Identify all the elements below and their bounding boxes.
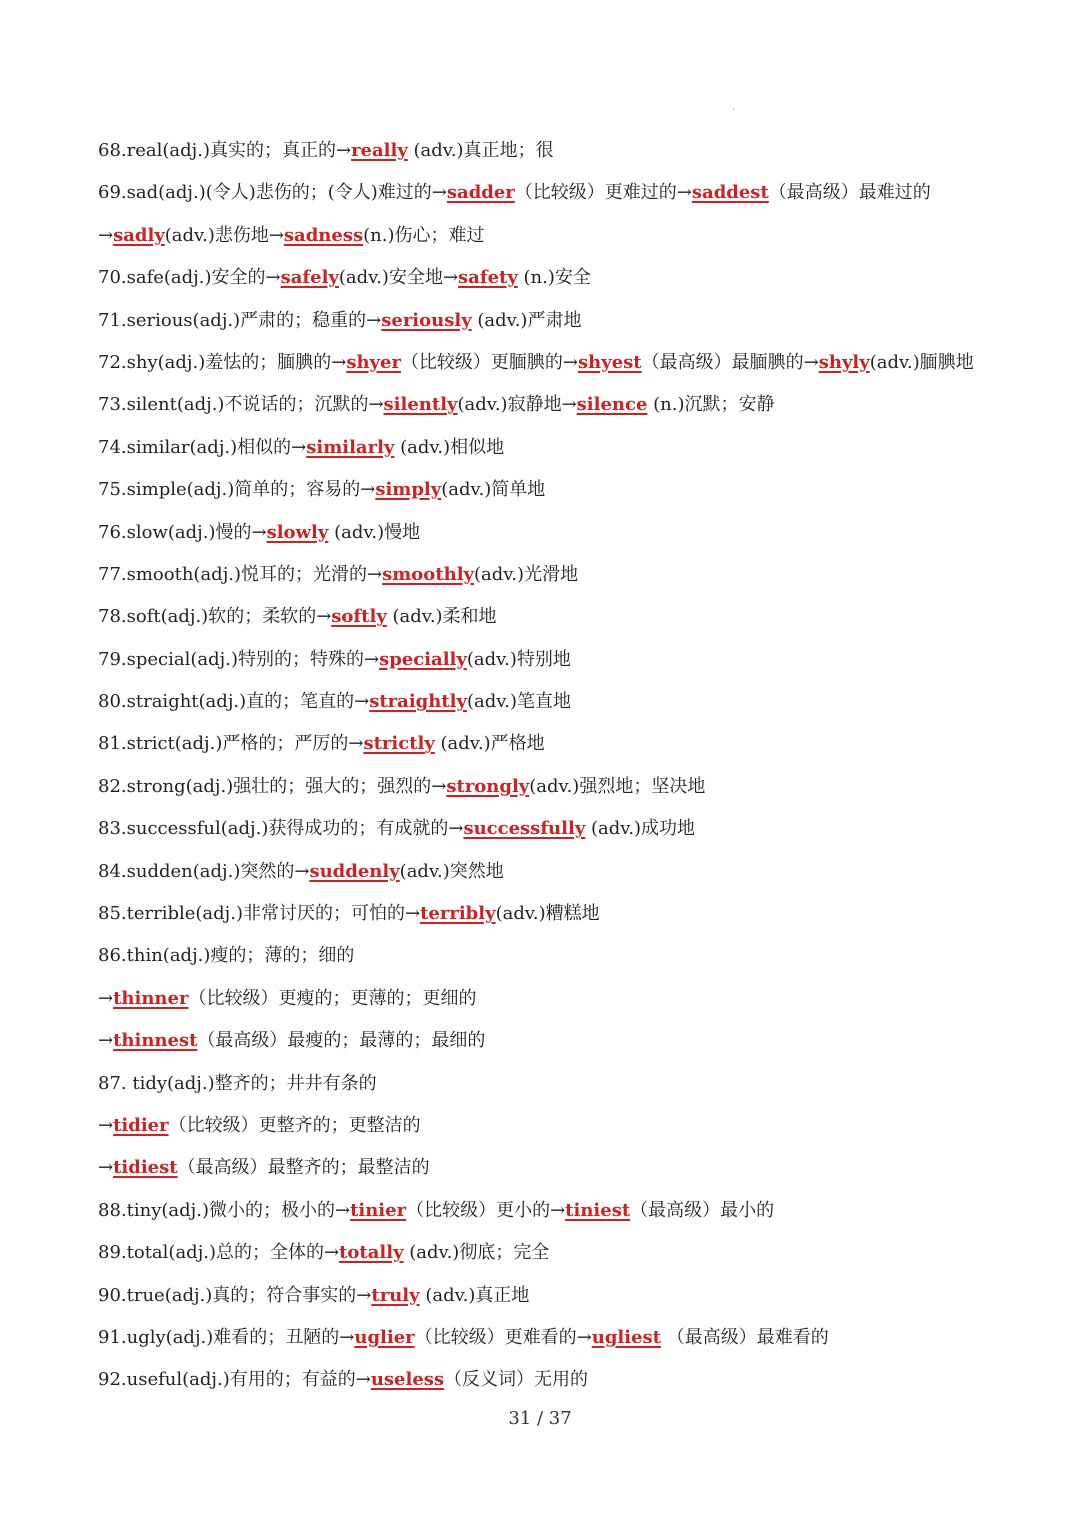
highlighted-word: safety	[458, 267, 518, 289]
highlighted-word: specially	[379, 648, 467, 670]
line-text: →	[98, 1030, 114, 1052]
highlighted-word: safely	[280, 267, 339, 289]
line-text: 86.thin(adj.)瘦的；薄的；细的	[98, 945, 355, 967]
highlighted-word: sadly	[113, 224, 165, 246]
line-text: (adv.)真正地	[419, 1284, 530, 1306]
vocab-line	[98, 384, 1038, 426]
vocab-line	[98, 1020, 1038, 1062]
vocab-line	[98, 639, 1038, 681]
page-number: 31 / 37	[508, 1408, 572, 1429]
line-text: (adv.)成功地	[585, 818, 696, 840]
line-text: （最高级）最小的	[630, 1199, 775, 1221]
line-text: （最高级）最难看的	[661, 1326, 829, 1348]
vocab-line	[98, 1317, 1038, 1359]
line-text: 83.successful(adj.)获得成功的；有成就的→	[98, 818, 464, 840]
highlighted-word: similarly	[306, 436, 395, 458]
line-text: （比较级）更腼腆的→	[400, 351, 579, 373]
line-text: (adv.)安全地→	[338, 267, 459, 289]
line-text: 77.smooth(adj.)悦耳的；光滑的→	[98, 563, 383, 585]
line-text: 92.useful(adj.)有用的；有益的→	[98, 1369, 371, 1391]
line-text: (adv.)特别地	[466, 648, 571, 670]
vocabulary-list	[98, 130, 1038, 1402]
line-text: 68.real(adj.)真实的；真正的→	[98, 140, 352, 161]
highlighted-word: strongly	[446, 775, 530, 797]
highlighted-word: ugliest	[591, 1326, 661, 1348]
line-text: （比较级）更整齐的；更整洁的	[168, 1114, 421, 1136]
highlighted-word: totally	[339, 1242, 404, 1264]
line-text: 90.true(adj.)真的；符合事实的→	[98, 1284, 372, 1306]
vocab-line	[98, 766, 1038, 808]
line-text: (adv.)笔直地	[466, 691, 572, 713]
highlighted-word: useless	[370, 1369, 445, 1391]
highlighted-word: silently	[383, 394, 458, 416]
line-text: 78.soft(adj.)软的；柔软的→	[98, 606, 332, 628]
line-text: (n.)安全	[517, 267, 591, 289]
highlighted-word: truly	[371, 1284, 420, 1306]
line-text: 89.total(adj.)总的；全体的→	[98, 1242, 340, 1264]
line-text: 88.tiny(adj.)微小的；极小的→	[98, 1199, 351, 1221]
line-text: 85.terrible(adj.)非常讨厌的；可怕的→	[98, 903, 421, 925]
line-text: 76.slow(adj.)慢的→	[98, 521, 267, 543]
line-text: （最高级）最整齐的；最整洁的	[177, 1157, 430, 1179]
vocab-line	[98, 130, 1038, 172]
line-text: （最高级）最腼腆的→	[641, 351, 819, 373]
highlighted-word: saddest	[691, 182, 769, 204]
vocab-line	[98, 554, 1038, 596]
line-text: 87. tidy(adj.)整齐的；井井有条的	[98, 1072, 377, 1094]
line-text: (adv.)严格地	[434, 733, 545, 755]
line-text: →	[98, 1157, 114, 1179]
highlighted-word: smoothly	[382, 563, 475, 585]
line-text: (adv.)慢地	[328, 521, 421, 543]
vocab-line	[98, 1190, 1038, 1232]
highlighted-word: straightly	[369, 691, 467, 713]
highlighted-word: successfully	[463, 818, 586, 840]
line-text: 72.shy(adj.)羞怯的；腼腆的→	[98, 351, 347, 373]
line-text: （最高级）最瘦的；最薄的；最细的	[197, 1030, 486, 1052]
line-text: 71.serious(adj.)严肃的；稳重的→	[98, 309, 382, 331]
vocab-line	[98, 681, 1038, 723]
line-text: （最高级）最难过的	[768, 182, 931, 204]
line-text: (adv.)腼腆地	[869, 351, 974, 373]
line-text: (adv.)强烈地；坚决地	[529, 775, 706, 797]
line-text: 79.special(adj.)特别的；特殊的→	[98, 648, 380, 670]
highlighted-word: strictly	[363, 733, 435, 755]
vocab-line	[98, 893, 1038, 935]
vocab-line	[98, 723, 1038, 765]
line-text: →	[98, 987, 114, 1009]
line-text: 75.simple(adj.)简单的；容易的→	[98, 479, 376, 501]
line-text: （比较级）更难过的→	[514, 182, 692, 204]
line-text: （比较级）更小的→	[406, 1199, 566, 1221]
line-text: (adv.)真正地；很	[407, 140, 554, 161]
line-text: （比较级）更瘦的；更薄的；更细的	[188, 987, 477, 1009]
line-text: (adv.)彻底；完全	[403, 1242, 550, 1264]
vocab-line	[98, 851, 1038, 893]
highlighted-word: slowly	[266, 521, 329, 543]
vocab-line	[98, 1275, 1038, 1317]
highlighted-word: suddenly	[309, 860, 400, 882]
highlighted-word: sadness	[283, 224, 364, 246]
vocab-line	[98, 596, 1038, 638]
vocab-line	[98, 469, 1038, 511]
vocab-line	[98, 512, 1038, 554]
line-text: →	[98, 224, 114, 246]
line-text: (n.)沉默；安静	[647, 394, 775, 416]
highlighted-word: shyest	[578, 351, 642, 373]
highlighted-word: softly	[331, 606, 387, 628]
highlighted-word: thinner	[113, 987, 189, 1009]
line-text: (adv.)突然地	[399, 860, 504, 882]
highlighted-word: uglier	[354, 1326, 415, 1348]
line-text: 73.silent(adj.)不说话的；沉默的→	[98, 394, 384, 416]
line-text: (n.)伤心；难过	[363, 224, 485, 246]
highlighted-word: terribly	[420, 903, 496, 925]
vocab-line	[98, 1232, 1038, 1274]
line-text: 82.strong(adj.)强壮的；强大的；强烈的→	[98, 775, 447, 797]
vocab-line	[98, 215, 1038, 257]
line-text: 84.sudden(adj.)突然的→	[98, 860, 310, 882]
vocab-line	[98, 1147, 1038, 1189]
line-text: (adv.)柔和地	[386, 606, 497, 628]
line-text: 69.sad(adj.)(令人)悲伤的；(令人)难过的→	[98, 182, 447, 204]
highlighted-word: silence	[576, 394, 648, 416]
line-text: （比较级）更难看的→	[414, 1326, 592, 1348]
vocab-line	[98, 427, 1038, 469]
scan-speck	[733, 108, 734, 111]
line-text: 91.ugly(adj.)难看的；丑陋的→	[98, 1326, 355, 1348]
vocab-line	[98, 1063, 1038, 1105]
vocab-line	[98, 1105, 1038, 1147]
vocab-line	[98, 808, 1038, 850]
highlighted-word: shyer	[346, 351, 401, 373]
vocab-line	[98, 935, 1038, 977]
line-text: (adv.)糟糕地	[495, 903, 600, 925]
line-text: 74.similar(adj.)相似的→	[98, 436, 307, 458]
highlighted-word: tiniest	[565, 1199, 631, 1221]
line-text: （反义词）无用的	[444, 1369, 589, 1391]
highlighted-word: really	[351, 140, 408, 161]
line-text: →	[98, 1114, 114, 1136]
line-text: (adv.)简单地	[441, 479, 546, 501]
vocab-line	[98, 257, 1038, 299]
highlighted-word: sadder	[446, 182, 515, 204]
highlighted-word: tinier	[350, 1199, 407, 1221]
vocab-line	[98, 172, 1038, 214]
line-text: 80.straight(adj.)直的；笔直的→	[98, 691, 370, 713]
vocab-line	[98, 342, 1038, 384]
line-text: (adv.)严肃地	[471, 309, 582, 331]
highlighted-word: shyly	[818, 351, 870, 373]
highlighted-word: simply	[375, 479, 442, 501]
highlighted-word: tidier	[113, 1114, 169, 1136]
line-text: 81.strict(adj.)严格的；严厉的→	[98, 733, 364, 755]
vocab-line	[98, 1359, 1038, 1401]
highlighted-word: seriously	[381, 309, 472, 331]
vocab-line	[98, 300, 1038, 342]
highlighted-word: thinnest	[113, 1030, 198, 1052]
line-text: (adv.)相似地	[394, 436, 505, 458]
vocab-line	[98, 978, 1038, 1020]
line-text: 70.safe(adj.)安全的→	[98, 267, 281, 289]
line-text: (adv.)悲伤地→	[164, 224, 284, 246]
highlighted-word: tidiest	[113, 1157, 178, 1179]
line-text: (adv.)光滑地	[474, 563, 579, 585]
line-text: (adv.)寂静地→	[457, 394, 577, 416]
